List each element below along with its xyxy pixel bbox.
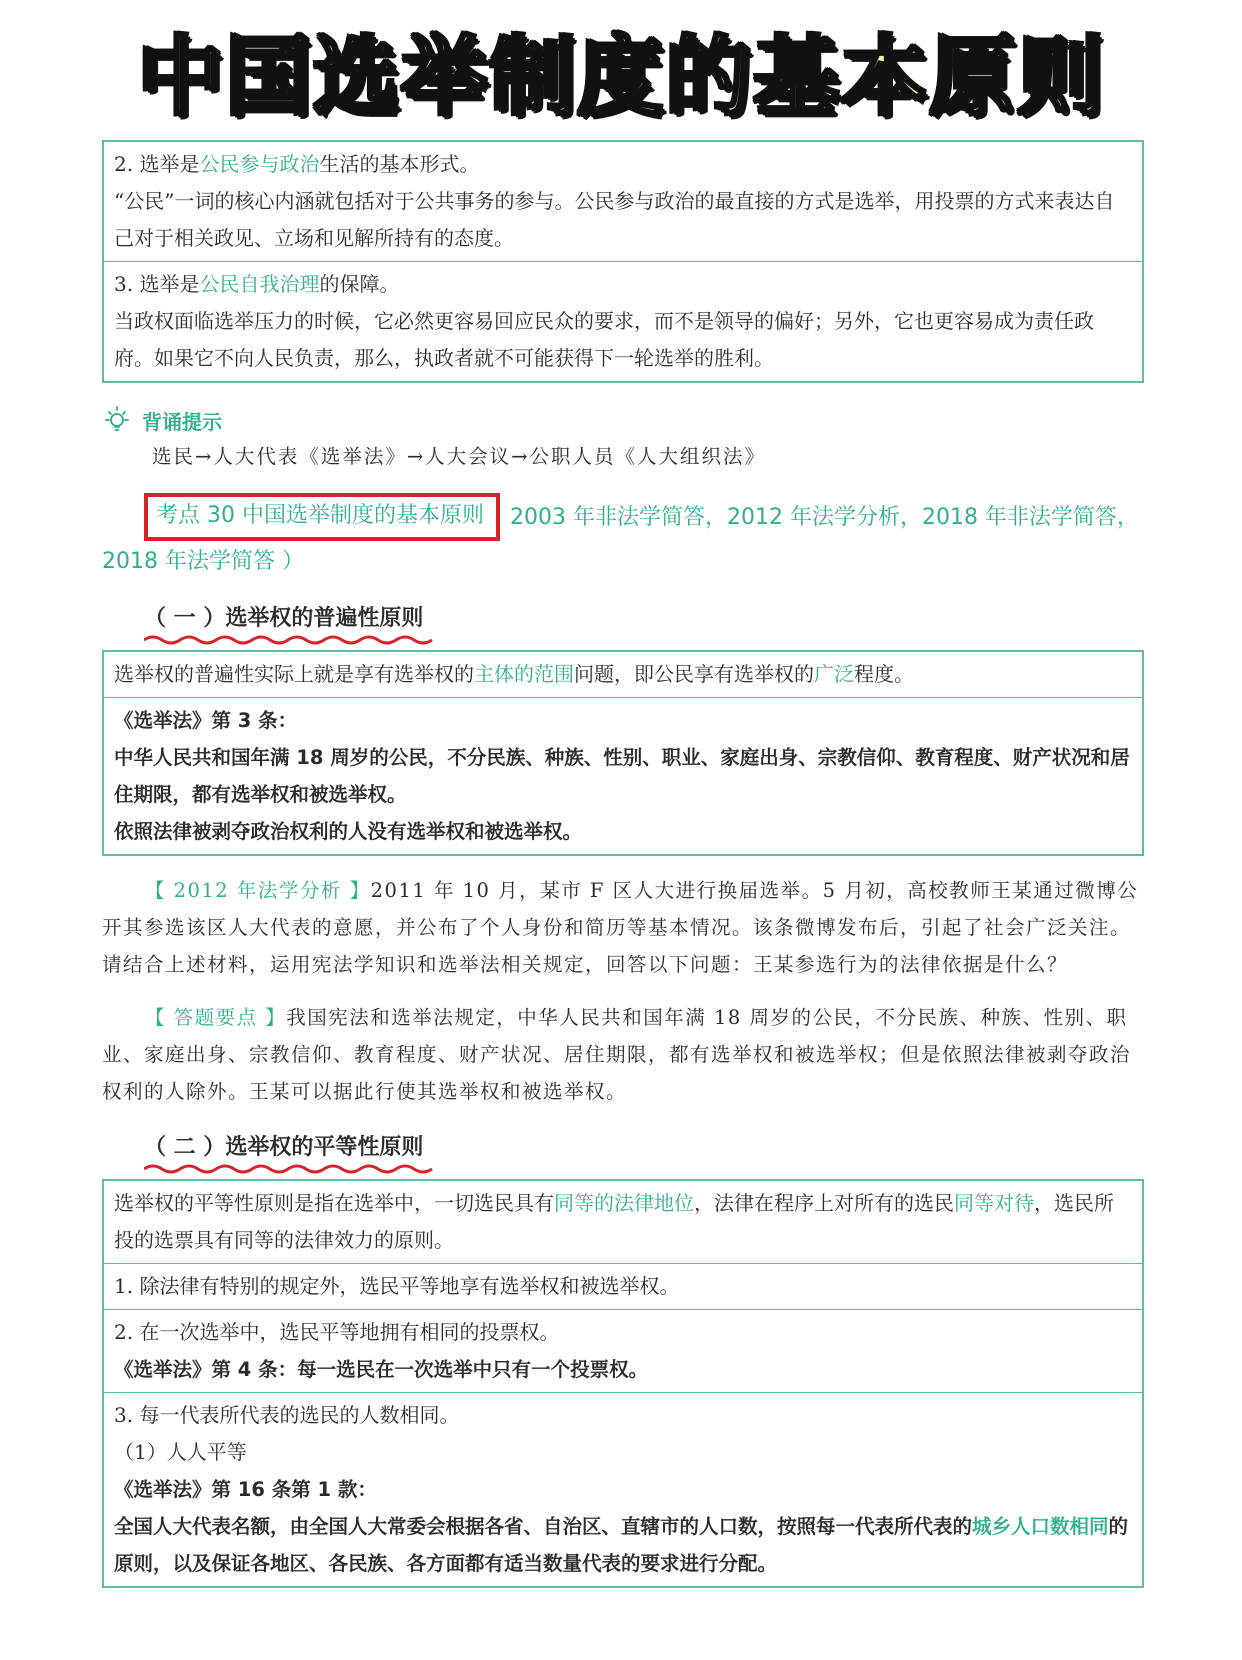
item-text: 3. 每一代表所代表的选民的人数相同。 xyxy=(114,1403,460,1427)
law-reference-line xyxy=(114,1351,1132,1388)
exam-point-heading xyxy=(102,495,1144,581)
point-2-heading xyxy=(114,146,1132,183)
case-text: 2011 年 10 月，某市 F 区人大进行换届选举。5 月初，高校教师王某通过微博公开其参选该区人大代表的意愿，并公布了个人身份和简历等基本情况。该条微博发布后，引起了社会广泛关注。请结合上述材料，运用宪法学知识和选举法相关规定，回答以下问题：王某参选行为的法律依据是什么？ xyxy=(102,879,1139,976)
point-2-body: “公民”一词的核心内涵就包括对于公共事务的参与。公民参与政治的最直接的方式是选举，用投票的方式来表达自己对于相关政见、立场和见解所持有的态度。 xyxy=(114,189,1115,250)
recitation-tip-body: 选民→人大代表《选举法》→人大会议→公职人员《人大组织法》 xyxy=(152,445,767,468)
title-banner xyxy=(0,0,1242,138)
highlight-text: 广泛 xyxy=(814,662,854,686)
equality-item-3 xyxy=(104,1392,1142,1586)
highlight-text: 同等对待 xyxy=(954,1191,1034,1215)
law-reference: 《选举法》第 16 条第 1 款： xyxy=(114,1478,377,1501)
law-text: 依照法律被剥夺政治权利的人没有选举权和被选举权。 xyxy=(114,820,583,843)
law-text xyxy=(114,1508,1132,1582)
box-equality xyxy=(102,1179,1144,1588)
section-heading-text: （ 二 ）选举权的平等性原则 xyxy=(144,1135,424,1160)
text: 程度。 xyxy=(854,662,914,686)
page-title: 中国选举制度的基本原则 xyxy=(137,27,1105,127)
text: 生活的基本形式。 xyxy=(319,152,480,176)
case-paragraph xyxy=(102,872,1144,983)
answer-paragraph xyxy=(102,999,1144,1110)
text: ，法律在程序上对所有的选民 xyxy=(694,1191,954,1215)
text: 选举权的普遍性实际上就是享有选举权的 xyxy=(114,662,474,686)
equality-item-2 xyxy=(104,1309,1142,1392)
box-election-significance xyxy=(102,140,1144,383)
text: 的保障。 xyxy=(319,272,400,296)
text: 选举权的平等性原则是指在选举中，一切选民具有 xyxy=(114,1191,554,1215)
exam-point-years: 2003 年非法学简答，2012 年法学分析，2018 年非法学简答，2018 年法学简答 ） xyxy=(102,505,1139,574)
text: 3. 选举是 xyxy=(114,272,200,296)
universality-law xyxy=(104,697,1142,854)
highlight-text: 公民自我治理 xyxy=(199,272,320,296)
law-reference: 《选举法》第 4 条： xyxy=(114,1358,298,1381)
section-heading-text: （ 一 ）选举权的普遍性原则 xyxy=(144,606,424,631)
case-tag: 【 2012 年法学分析 】 xyxy=(144,879,371,902)
highlight-text: 公民参与政治 xyxy=(199,152,320,176)
lightbulb-icon xyxy=(102,405,132,435)
point-3-body: 当政权面临选举压力的时候，它必然更容易回应民众的要求，而不是领导的偏好；另外，它也更容易成为责任政府。如果它不向人民负责，那么，执政者就不可能获得下一轮选举的胜利。 xyxy=(114,309,1094,370)
item-text: 2. 在一次选举中，选民平等地拥有相同的投票权。 xyxy=(114,1320,560,1344)
highlight-text: 同等的法律地位 xyxy=(554,1191,694,1215)
text: ，选民所投的选票具有同等的法律效力的原则。 xyxy=(114,1191,1114,1252)
cell-point-3 xyxy=(104,261,1142,381)
section-heading-universality xyxy=(144,601,423,640)
text: 的原则，以及保证各地区、各民族、各方面都有适当数量代表的要求进行分配。 xyxy=(114,1515,1129,1575)
recitation-tip-label: 背诵提示 xyxy=(142,409,222,434)
highlight-text: 城乡人口数相同 xyxy=(972,1515,1109,1538)
item-subtext: （1）人人平等 xyxy=(114,1440,247,1464)
wavy-underline xyxy=(144,634,434,646)
answer-text: 我国宪法和选举法规定，中华人民共和国年满 18 周岁的公民，不分民族、种族、性别、职业、家庭出身、宗教信仰、教育程度、财产状况、居住期限，都有选举权和被选举权；但是依照法律被剥夺政治权利的人除外。王某可以据此行使其选举权和被选举权。 xyxy=(102,1006,1132,1103)
exam-point-title: 考点 30 中国选举制度的基本原则 xyxy=(144,493,500,541)
universality-intro xyxy=(104,652,1142,697)
box-universality xyxy=(102,650,1144,856)
equality-intro xyxy=(104,1181,1142,1263)
text: 2. 选举是 xyxy=(114,152,200,176)
law-reference: 《选举法》第 3 条： xyxy=(114,709,298,732)
answer-tag: 【 答题要点 】 xyxy=(144,1006,287,1029)
page-content xyxy=(102,140,1144,1588)
equality-item-1: 1. 除法律有特别的规定外，选民平等地享有选举权和被选举权。 xyxy=(104,1263,1142,1309)
wavy-underline xyxy=(144,1163,434,1175)
cell-point-2 xyxy=(104,142,1142,261)
law-text: 中华人民共和国年满 18 周岁的公民，不分民族、种族、性别、职业、家庭出身、宗教信仰、教育程度、财产状况和居住期限，都有选举权和被选举权。 xyxy=(114,746,1130,806)
law-text: 每一选民在一次选举中只有一个投票权。 xyxy=(297,1358,649,1381)
text: 全国人大代表名额，由全国人大常委会根据各省、自治区、直辖市的人口数，按照每一代表所代表的 xyxy=(114,1515,973,1538)
point-3-heading xyxy=(114,266,1132,303)
highlight-text: 主体的范围 xyxy=(474,662,574,686)
section-heading-equality xyxy=(144,1130,423,1169)
text: 问题，即公民享有选举权的 xyxy=(574,662,814,686)
recitation-tip-header xyxy=(102,403,1144,437)
